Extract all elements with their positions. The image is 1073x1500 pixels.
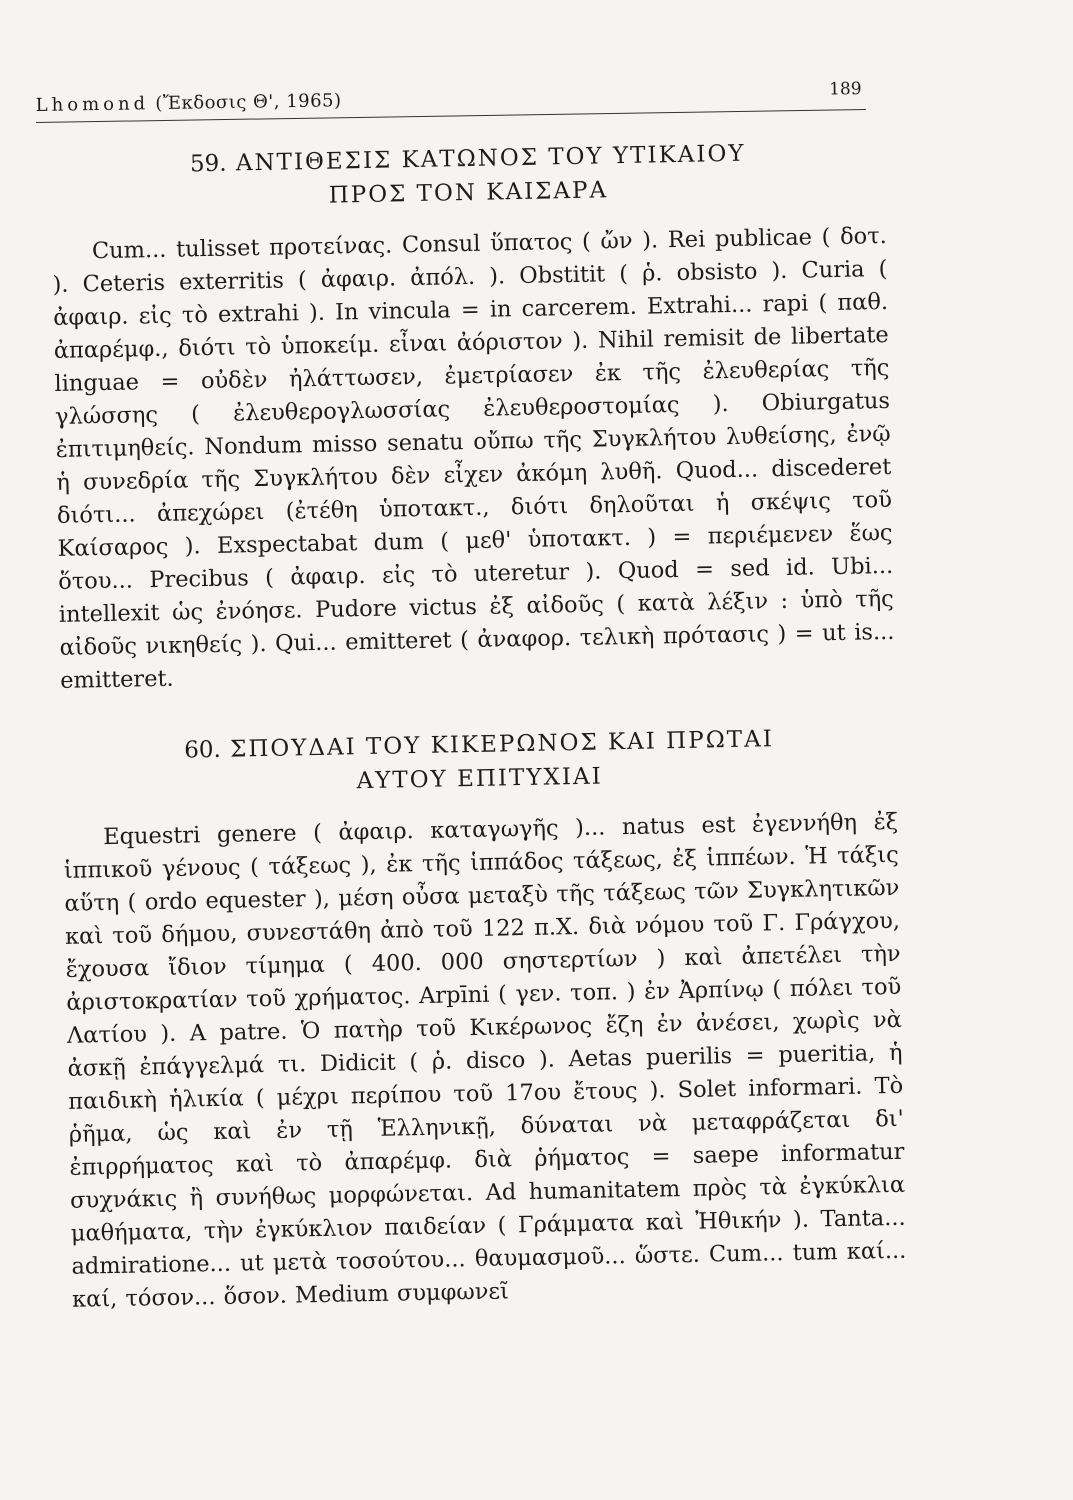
section-59-title-line1: ΑΝΤΙΘΕΣΙΣ ΚΑΤΩΝΟΣ ΤΟΥ ΥΤΙΚΑΙΟΥ <box>235 140 746 177</box>
section-59 <box>50 134 895 698</box>
section-59-title-line2: ΠΡΟΣ ΤΟΝ ΚΑΙΣΑΡΑ <box>328 177 609 209</box>
page-number: 189 <box>828 79 862 100</box>
header-edition: (Ἔκδοσις Θ', 1965) <box>155 90 342 115</box>
running-header <box>35 75 865 123</box>
header-author: Lhomond <box>35 93 150 117</box>
page-content <box>50 134 907 1317</box>
section-60-number: 60. <box>183 736 221 764</box>
section-59-number: 59. <box>189 150 227 178</box>
section-60-title-line1: ΣΠΟΥΔΑΙ ΤΟΥ ΚΙΚΕΡΩΝΟΣ ΚΑΙ ΠΡΩΤΑΙ <box>229 726 775 763</box>
section-60-title-line2: ΑΥΤΟΥ ΕΠΙΤΥΧΙΑΙ <box>356 763 603 795</box>
header-source <box>36 90 342 116</box>
section-60 <box>61 720 907 1317</box>
section-60-body: Equestri genere ( ἀφαιρ. καταγωγῆς )... natus est ἐγεννήθη ἐξ ἱππικοῦ γένους ( τάξεως ), ἐκ τῆς ἱππάδος τάξεως, ἐξ ἱππέων. Ἡ τάξις αὕτη ( ordo equester ), μέση οὖσα μεταξὺ τῆς τάξεως τῶν Συγκλητικῶν καὶ τοῦ δήμου, συνεστάθη ἀπὸ τοῦ 122 π.Χ. διὰ νόμου τοῦ Γ. Γράγχου, ἔχουσα ἴδιον τίμημα ( 400. 000 σηστερτίων ) καὶ ἀπετέλει τὴν ἀριστοκρατίαν τοῦ χρήματος. Arpīni ( γεν. τοπ. ) ἐν Ἀρπίνῳ ( πόλει τοῦ Λατίου ). A patre. Ὁ πατὴρ τοῦ Κικέρωνος ἔζη ἐν ἀνέσει, χωρὶς νὰ ἀσκῇ ἐπάγγελμά τι. Didicit ( ῥ. disco ). Aetas puerilis = pueritia, ἡ παιδικὴ ἡλικία ( μέχρι περίπου τοῦ 17ου ἔτους ). Solet informari. Τὸ ῥῆμα, ὡς καὶ ἐν τῇ Ἑλληνικῇ, δύναται νὰ μεταφράζεται δι' ἐπιρρήματος καὶ τὸ ἀπαρέμφ. διὰ ῥήματος = saepe informatur συχνάκις ἢ συνήθως μορφώνεται. Ad humanitatem πρὸς τὰ ἐγκύκλια μαθήματα, τὴν ἐγκύκλιον παιδείαν ( Γράμματα καὶ Ἠθικήν ). Tanta... admiratione... ut μετὰ τοσούτου... θαυμασμοῦ... ὥστε. Cum... tum καί... καί, τόσον... ὅσον. Medium συμφωνεῖ <box>63 808 907 1313</box>
section-59-body: Cum... tulisset προτείνας. Consul ὕπατος ( ὤν ). Rei publicae ( δοτ. ). Ceteris exterritis ( ἀφαιρ. ἀπόλ. ). Obstitit ( ῥ. obsisto ). Curia ( ἀφαιρ. εἰς τὸ extrahi ). In vincula = in carcerem. Extrahi... rapi ( παθ. ἀπαρέμφ., διότι τὸ ὑποκείμ. εἶναι ἀόριστον ). Nihil remisit de libertate linguae = οὐδὲν ἠλάττωσεν, ἐμετρίασεν ἐκ τῆς ἐλευθερίας τῆς γλώσσης ( ἐλευθερογλωσσίας ἐλευθεροστομίας ). Obiurgatus ἐπιτιμηθείς. Nondum misso senatu οὔπω τῆς Συγκλήτου λυθείσης, ἐνῷ ἡ συνεδρία τῆς Συγκλήτου δὲν εἶχεν ἀκόμη λυθῆ. Quod... discederet διότι... ἀπεχώρει (ἐτέθη ὑποτακτ., διότι δηλοῦται ἡ σκέψις τοῦ Καίσαρος ). Exspectabat dum ( μεθ' ὑποτακτ. ) = περιέμενεν ἕως ὅτου... Precibus ( ἀφαιρ. εἰς τὸ uteretur ). Quod = sed id. Ubi... intellexit ὡς ἐνόησε. Pudore victus ἐξ αἰδοῦς ( κατὰ λέξιν : ὑπὸ τῆς αἰδοῦς νικηθείς ). Qui... emitteret ( ἀναφορ. τελικὴ πρότασις ) = ut is... emitteret. <box>52 222 895 694</box>
